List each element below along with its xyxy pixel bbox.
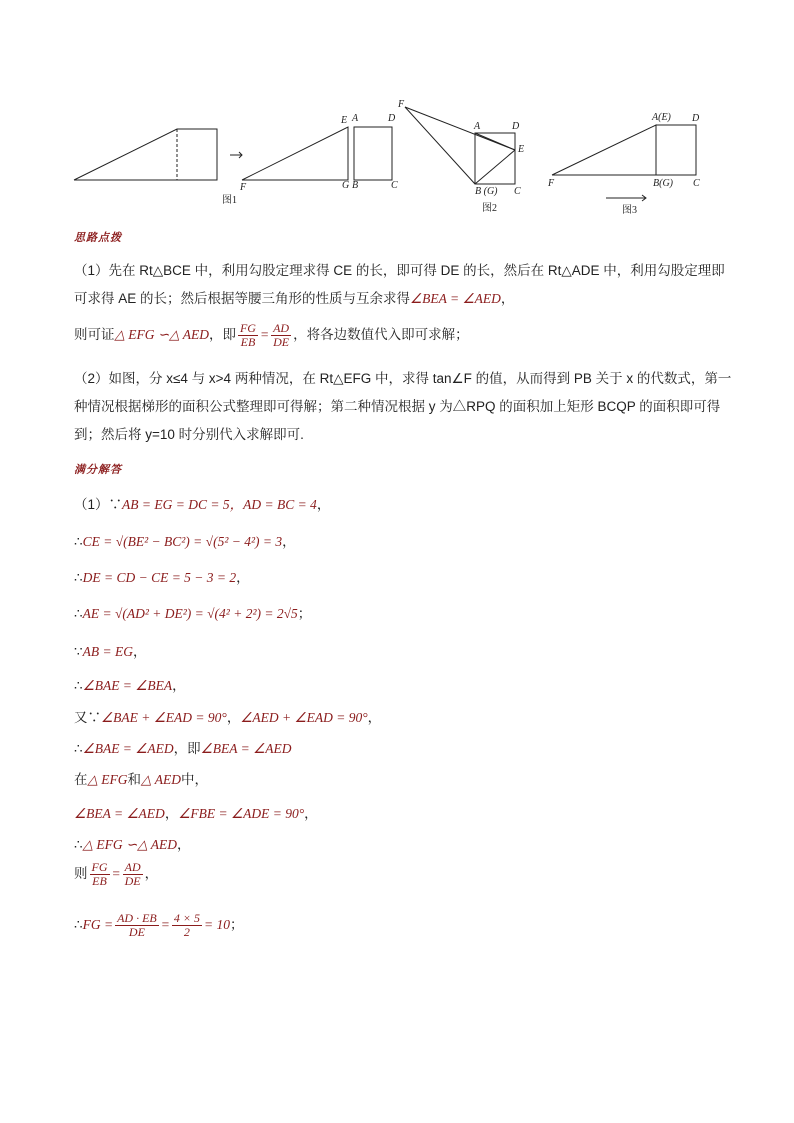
- fraction-numerator: AD · EB: [117, 911, 157, 925]
- text: 则: [74, 866, 88, 882]
- text: ，: [316, 497, 331, 512]
- fig2-caption: 图2: [482, 203, 497, 214]
- fraction: [172, 912, 202, 939]
- hint-paragraph-2: [74, 322, 469, 349]
- geometry-figures: [60, 95, 740, 225]
- solution-line-7: [74, 706, 381, 726]
- fraction: [90, 861, 110, 888]
- fig1-label-G: G: [342, 180, 350, 191]
- math: AE = √(AD² + DE²) = √(4² + 2²) = 2√5: [82, 606, 298, 621]
- text: ∵: [74, 644, 83, 659]
- fig0-trapezoid: [74, 129, 217, 180]
- figures-svg: [60, 95, 740, 225]
- hint-p2-equals: =: [259, 327, 270, 343]
- fig1-drawing: [242, 127, 392, 180]
- text: ，: [236, 570, 250, 585]
- arrow-icon: [230, 152, 242, 158]
- hint-title: 思路点拨: [74, 232, 122, 244]
- math: △ AED: [141, 772, 181, 787]
- solution-line-11: [74, 833, 191, 853]
- text: ，: [304, 806, 318, 821]
- fraction-numerator: AD: [124, 860, 141, 874]
- text: 中，: [181, 772, 208, 787]
- fig2-label-F: F: [398, 99, 405, 110]
- fig1-label-D: D: [388, 113, 396, 124]
- math: ∠BAE = ∠AED: [82, 741, 174, 756]
- fig3-label-F: F: [548, 178, 555, 189]
- text: ∴: [74, 917, 83, 933]
- fraction: [115, 912, 159, 939]
- math: ∠BEA = ∠AED: [200, 741, 292, 756]
- math: CE = √(BE² − BC²) = √(5² − 4²) = 3: [82, 534, 283, 549]
- fig1-label-A: A: [352, 113, 359, 124]
- fig2-label-C: C: [514, 186, 521, 197]
- math: △ EFG: [87, 772, 128, 787]
- solution-line-2: [74, 530, 296, 550]
- fig1-label-F: F: [240, 182, 247, 193]
- text: ，: [132, 644, 147, 659]
- text: ∴: [74, 570, 83, 585]
- math: ∠BAE + ∠EAD = 90°: [101, 710, 227, 725]
- solution-line-3: [74, 566, 250, 586]
- solution-line-4: [74, 602, 311, 622]
- text: ，: [226, 710, 241, 725]
- fraction: [123, 861, 143, 888]
- solution-line-10: [74, 802, 318, 822]
- text: ，: [144, 866, 159, 882]
- fig3-caption: 图3: [622, 205, 637, 216]
- text: ∴: [74, 606, 83, 621]
- right-arrow-icon: [606, 195, 646, 201]
- fraction-denominator: EB: [240, 335, 256, 349]
- fig1-label-B: B: [352, 180, 359, 191]
- solution-line-8: [74, 737, 291, 757]
- text: ∴: [74, 741, 83, 756]
- math: ∠BAE = ∠BEA: [82, 678, 173, 693]
- hint-p2-ji: ，即: [208, 327, 236, 343]
- solution-line-5: [74, 640, 146, 660]
- text: ∴: [74, 837, 83, 852]
- fig2-label-D: D: [512, 121, 520, 132]
- solution-line-12: [74, 861, 158, 888]
- fraction-denominator: 2: [183, 925, 190, 939]
- text: ，: [172, 678, 186, 693]
- fig2-label-BG: B (G): [475, 186, 498, 197]
- fig1-caption: 图1: [222, 195, 237, 206]
- text: ，即: [173, 741, 201, 756]
- fraction-numerator: FG: [91, 860, 108, 874]
- fig3-label-AE: A(E): [652, 112, 671, 123]
- fraction-denominator: DE: [273, 335, 290, 349]
- hint-p2-tail: ，将各边数值代入即可求解；: [293, 327, 469, 343]
- math: AB = EG: [82, 644, 133, 659]
- solution-line-9: [74, 768, 208, 788]
- fig2-drawing: [405, 107, 515, 184]
- hint-paragraph-1: [74, 257, 734, 313]
- solution-line-13: [74, 912, 243, 939]
- math: DE = CD − CE = 5 − 3 = 2: [82, 570, 237, 585]
- hint-p2-fraction-1: [238, 322, 258, 349]
- math: ∠AED + ∠EAD = 90°: [240, 710, 368, 725]
- fig3-label-D: D: [692, 113, 700, 124]
- solution-title: 满分解答: [74, 464, 122, 476]
- hint-p1-math: ∠BEA = ∠AED: [410, 291, 501, 306]
- fig1-label-E: E: [341, 115, 348, 126]
- fig1-label-C: C: [391, 180, 398, 191]
- solution-line-6: [74, 674, 186, 694]
- fraction-numerator: 4 × 5: [173, 911, 200, 925]
- equals: =: [160, 917, 170, 933]
- text: 又∵: [74, 710, 101, 725]
- text: ，: [164, 806, 179, 821]
- fig3-drawing: [552, 125, 696, 175]
- text: 在: [74, 772, 88, 787]
- hint-paragraph-3: （2）如图，分 x≤4 与 x>4 两种情况，在 Rt△EFG 中，求得 tan∠F 的值，从而得到 PB 关于 x 的代数式，第一种情况根据梯形的面积公式整理即可得解；第二种情况根据 y 为△RPQ 的面积加上矩形 BCQP 的面积即可得到；然后将 y=10 时分别代入求解即可.: [74, 371, 732, 442]
- fig2-label-A: A: [474, 121, 481, 132]
- equals: =: [111, 866, 121, 882]
- fraction-numerator: FG: [239, 321, 256, 335]
- text: ，: [367, 710, 382, 725]
- fig2-label-E: E: [518, 144, 525, 155]
- text: ∴: [74, 534, 83, 549]
- text: （1）∵: [74, 497, 123, 512]
- fraction-numerator: AD: [273, 321, 290, 335]
- solution-line-1: [74, 493, 330, 513]
- text: ；: [229, 917, 244, 933]
- text: ，: [282, 534, 296, 549]
- math: ∠BEA = ∠AED: [74, 806, 165, 821]
- hint-p2-fraction-2: [271, 322, 291, 349]
- text: ∴: [74, 678, 83, 693]
- text: ；: [297, 606, 312, 621]
- hint-p1-text: （1）先在 Rt△BCE 中，利用勾股定理求得 CE 的长，即可得 DE 的长，然后在 Rt△ADE 中，利用勾股定理即可求得 AE 的长；然后根据等腰三角形的性质与互余求得: [74, 263, 725, 306]
- hint-p1-tail: ，: [500, 291, 515, 306]
- fraction-denominator: DE: [128, 925, 145, 939]
- fraction-denominator: EB: [92, 874, 107, 888]
- hint-p2-text: 则可证: [74, 327, 115, 343]
- math: △ EFG ∽△ AED: [82, 837, 178, 852]
- text: 和: [127, 772, 141, 787]
- fig3-label-C: C: [693, 178, 700, 189]
- fig3-label-BG: B(G): [653, 178, 673, 189]
- math: ∠FBE = ∠ADE = 90°: [178, 806, 305, 821]
- text: ，: [177, 837, 191, 852]
- math: AB = EG = DC = 5，AD = BC = 4: [122, 497, 317, 512]
- hint-p2-similar: △ EFG ∽△ AED: [114, 327, 209, 343]
- math: = 10: [203, 917, 230, 933]
- math: FG =: [82, 917, 114, 933]
- fraction-denominator: DE: [124, 874, 141, 888]
